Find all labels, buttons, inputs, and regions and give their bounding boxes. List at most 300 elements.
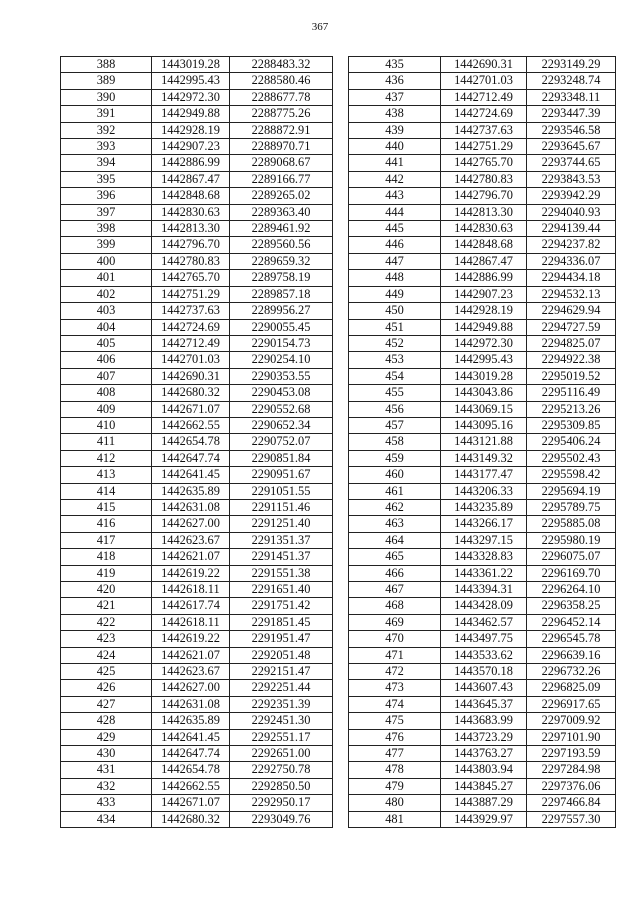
point-number-cell: 396 bbox=[61, 188, 152, 204]
x-coordinate-cell: 1442907.23 bbox=[441, 286, 527, 302]
x-coordinate-cell: 1442712.49 bbox=[152, 335, 230, 351]
x-coordinate-cell: 1442631.08 bbox=[152, 696, 230, 712]
y-coordinate-cell: 2294434.18 bbox=[527, 270, 616, 286]
table-row bbox=[61, 106, 333, 122]
point-number-cell: 471 bbox=[349, 647, 441, 663]
y-coordinate-cell: 2293546.58 bbox=[527, 122, 616, 138]
x-coordinate-cell: 1443723.29 bbox=[441, 729, 527, 745]
point-number-cell: 447 bbox=[349, 253, 441, 269]
point-number-cell: 466 bbox=[349, 565, 441, 581]
y-coordinate-cell: 2289758.19 bbox=[230, 270, 333, 286]
table-row bbox=[349, 614, 616, 630]
point-number-cell: 388 bbox=[61, 57, 152, 73]
y-coordinate-cell: 2295213.26 bbox=[527, 401, 616, 417]
point-number-cell: 455 bbox=[349, 385, 441, 401]
point-number-cell: 420 bbox=[61, 582, 152, 598]
x-coordinate-cell: 1442635.89 bbox=[152, 713, 230, 729]
table-row bbox=[349, 631, 616, 647]
x-coordinate-cell: 1442972.30 bbox=[152, 89, 230, 105]
table-row bbox=[349, 335, 616, 351]
point-number-cell: 456 bbox=[349, 401, 441, 417]
x-coordinate-cell: 1442737.63 bbox=[441, 122, 527, 138]
table-row bbox=[349, 352, 616, 368]
coordinates-table-right bbox=[348, 56, 616, 828]
point-number-cell: 433 bbox=[61, 795, 152, 811]
table-row bbox=[349, 696, 616, 712]
x-coordinate-cell: 1442641.45 bbox=[152, 467, 230, 483]
x-coordinate-cell: 1442848.68 bbox=[441, 237, 527, 253]
y-coordinate-cell: 2294629.94 bbox=[527, 303, 616, 319]
point-number-cell: 481 bbox=[349, 811, 441, 827]
point-number-cell: 391 bbox=[61, 106, 152, 122]
y-coordinate-cell: 2295980.19 bbox=[527, 532, 616, 548]
point-number-cell: 413 bbox=[61, 467, 152, 483]
table-row bbox=[349, 664, 616, 680]
point-number-cell: 461 bbox=[349, 483, 441, 499]
table-row bbox=[349, 270, 616, 286]
y-coordinate-cell: 2295598.42 bbox=[527, 467, 616, 483]
table-row bbox=[61, 188, 333, 204]
x-coordinate-cell: 1442780.83 bbox=[152, 253, 230, 269]
table-row bbox=[61, 335, 333, 351]
point-number-cell: 400 bbox=[61, 253, 152, 269]
point-number-cell: 432 bbox=[61, 778, 152, 794]
x-coordinate-cell: 1442813.30 bbox=[441, 204, 527, 220]
table-row bbox=[61, 286, 333, 302]
y-coordinate-cell: 2293744.65 bbox=[527, 155, 616, 171]
x-coordinate-cell: 1443095.16 bbox=[441, 417, 527, 433]
x-coordinate-cell: 1442690.31 bbox=[441, 57, 527, 73]
x-coordinate-cell: 1443887.29 bbox=[441, 795, 527, 811]
y-coordinate-cell: 2290851.84 bbox=[230, 450, 333, 466]
table-row bbox=[61, 417, 333, 433]
x-coordinate-cell: 1442618.11 bbox=[152, 614, 230, 630]
y-coordinate-cell: 2294237.82 bbox=[527, 237, 616, 253]
y-coordinate-cell: 2291351.37 bbox=[230, 532, 333, 548]
table-row bbox=[349, 450, 616, 466]
y-coordinate-cell: 2290254.10 bbox=[230, 352, 333, 368]
y-coordinate-cell: 2294727.59 bbox=[527, 319, 616, 335]
y-coordinate-cell: 2296358.25 bbox=[527, 598, 616, 614]
table-row bbox=[61, 582, 333, 598]
x-coordinate-cell: 1443266.17 bbox=[441, 516, 527, 532]
point-number-cell: 407 bbox=[61, 368, 152, 384]
x-coordinate-cell: 1442724.69 bbox=[441, 106, 527, 122]
table-row bbox=[61, 778, 333, 794]
y-coordinate-cell: 2297466.84 bbox=[527, 795, 616, 811]
y-coordinate-cell: 2296639.16 bbox=[527, 647, 616, 663]
table-row bbox=[349, 73, 616, 89]
point-number-cell: 445 bbox=[349, 221, 441, 237]
table-row bbox=[61, 499, 333, 515]
table-row bbox=[61, 73, 333, 89]
y-coordinate-cell: 2290951.67 bbox=[230, 467, 333, 483]
x-coordinate-cell: 1442751.29 bbox=[441, 139, 527, 155]
table-row bbox=[61, 680, 333, 696]
table-row bbox=[61, 532, 333, 548]
point-number-cell: 421 bbox=[61, 598, 152, 614]
table-row bbox=[61, 434, 333, 450]
y-coordinate-cell: 2289560.56 bbox=[230, 237, 333, 253]
x-coordinate-cell: 1442641.45 bbox=[152, 729, 230, 745]
y-coordinate-cell: 2289363.40 bbox=[230, 204, 333, 220]
y-coordinate-cell: 2288775.26 bbox=[230, 106, 333, 122]
table-row bbox=[349, 598, 616, 614]
table-row bbox=[349, 434, 616, 450]
point-number-cell: 431 bbox=[61, 762, 152, 778]
point-number-cell: 415 bbox=[61, 499, 152, 515]
table-row bbox=[61, 713, 333, 729]
table-row bbox=[61, 811, 333, 827]
point-number-cell: 460 bbox=[349, 467, 441, 483]
point-number-cell: 418 bbox=[61, 549, 152, 565]
y-coordinate-cell: 2290552.68 bbox=[230, 401, 333, 417]
y-coordinate-cell: 2289461.92 bbox=[230, 221, 333, 237]
coordinates-table-left bbox=[60, 56, 333, 828]
x-coordinate-cell: 1442631.08 bbox=[152, 499, 230, 515]
y-coordinate-cell: 2289068.67 bbox=[230, 155, 333, 171]
y-coordinate-cell: 2295406.24 bbox=[527, 434, 616, 450]
table-row bbox=[349, 762, 616, 778]
point-number-cell: 468 bbox=[349, 598, 441, 614]
y-coordinate-cell: 2290752.07 bbox=[230, 434, 333, 450]
y-coordinate-cell: 2291751.42 bbox=[230, 598, 333, 614]
x-coordinate-cell: 1442621.07 bbox=[152, 549, 230, 565]
y-coordinate-cell: 2292950.17 bbox=[230, 795, 333, 811]
x-coordinate-cell: 1443929.97 bbox=[441, 811, 527, 827]
table-row bbox=[349, 483, 616, 499]
y-coordinate-cell: 2291151.46 bbox=[230, 499, 333, 515]
point-number-cell: 392 bbox=[61, 122, 152, 138]
y-coordinate-cell: 2291851.45 bbox=[230, 614, 333, 630]
point-number-cell: 414 bbox=[61, 483, 152, 499]
x-coordinate-cell: 1442886.99 bbox=[152, 155, 230, 171]
x-coordinate-cell: 1443462.57 bbox=[441, 614, 527, 630]
y-coordinate-cell: 2290353.55 bbox=[230, 368, 333, 384]
table-row bbox=[349, 139, 616, 155]
table-row bbox=[349, 221, 616, 237]
point-number-cell: 397 bbox=[61, 204, 152, 220]
y-coordinate-cell: 2297284.98 bbox=[527, 762, 616, 778]
point-number-cell: 465 bbox=[349, 549, 441, 565]
y-coordinate-cell: 2293248.74 bbox=[527, 73, 616, 89]
point-number-cell: 452 bbox=[349, 335, 441, 351]
table-row bbox=[61, 696, 333, 712]
point-number-cell: 473 bbox=[349, 680, 441, 696]
y-coordinate-cell: 2295309.85 bbox=[527, 417, 616, 433]
y-coordinate-cell: 2291051.55 bbox=[230, 483, 333, 499]
point-number-cell: 475 bbox=[349, 713, 441, 729]
point-number-cell: 390 bbox=[61, 89, 152, 105]
x-coordinate-cell: 1442680.32 bbox=[152, 811, 230, 827]
table-row bbox=[349, 106, 616, 122]
table-row bbox=[61, 171, 333, 187]
table-row bbox=[61, 450, 333, 466]
point-number-cell: 462 bbox=[349, 499, 441, 515]
y-coordinate-cell: 2295502.43 bbox=[527, 450, 616, 466]
point-number-cell: 434 bbox=[61, 811, 152, 827]
point-number-cell: 402 bbox=[61, 286, 152, 302]
table-row bbox=[349, 746, 616, 762]
point-number-cell: 470 bbox=[349, 631, 441, 647]
point-number-cell: 446 bbox=[349, 237, 441, 253]
page-number: 367 bbox=[311, 21, 329, 33]
y-coordinate-cell: 2290453.08 bbox=[230, 385, 333, 401]
y-coordinate-cell: 2291651.40 bbox=[230, 582, 333, 598]
y-coordinate-cell: 2293149.29 bbox=[527, 57, 616, 73]
y-coordinate-cell: 2288872.91 bbox=[230, 122, 333, 138]
y-coordinate-cell: 2295019.52 bbox=[527, 368, 616, 384]
point-number-cell: 409 bbox=[61, 401, 152, 417]
y-coordinate-cell: 2296545.78 bbox=[527, 631, 616, 647]
table-row bbox=[349, 729, 616, 745]
x-coordinate-cell: 1442972.30 bbox=[441, 335, 527, 351]
table-row bbox=[61, 598, 333, 614]
table-row bbox=[61, 565, 333, 581]
y-coordinate-cell: 2293447.39 bbox=[527, 106, 616, 122]
x-coordinate-cell: 1443149.32 bbox=[441, 450, 527, 466]
table-row bbox=[349, 319, 616, 335]
y-coordinate-cell: 2296452.14 bbox=[527, 614, 616, 630]
point-number-cell: 426 bbox=[61, 680, 152, 696]
point-number-cell: 398 bbox=[61, 221, 152, 237]
y-coordinate-cell: 2296264.10 bbox=[527, 582, 616, 598]
y-coordinate-cell: 2296825.09 bbox=[527, 680, 616, 696]
table-row bbox=[349, 253, 616, 269]
x-coordinate-cell: 1442617.74 bbox=[152, 598, 230, 614]
x-coordinate-cell: 1442619.22 bbox=[152, 631, 230, 647]
table-row bbox=[349, 171, 616, 187]
point-number-cell: 394 bbox=[61, 155, 152, 171]
y-coordinate-cell: 2293348.11 bbox=[527, 89, 616, 105]
y-coordinate-cell: 2292051.48 bbox=[230, 647, 333, 663]
table-row bbox=[349, 516, 616, 532]
x-coordinate-cell: 1443645.37 bbox=[441, 696, 527, 712]
x-coordinate-cell: 1443845.27 bbox=[441, 778, 527, 794]
x-coordinate-cell: 1442867.47 bbox=[152, 171, 230, 187]
point-number-cell: 404 bbox=[61, 319, 152, 335]
x-coordinate-cell: 1443235.89 bbox=[441, 499, 527, 515]
point-number-cell: 393 bbox=[61, 139, 152, 155]
point-number-cell: 401 bbox=[61, 270, 152, 286]
x-coordinate-cell: 1443803.94 bbox=[441, 762, 527, 778]
point-number-cell: 411 bbox=[61, 434, 152, 450]
point-number-cell: 451 bbox=[349, 319, 441, 335]
point-number-cell: 480 bbox=[349, 795, 441, 811]
x-coordinate-cell: 1442830.63 bbox=[441, 221, 527, 237]
y-coordinate-cell: 2294922.38 bbox=[527, 352, 616, 368]
point-number-cell: 405 bbox=[61, 335, 152, 351]
point-number-cell: 406 bbox=[61, 352, 152, 368]
y-coordinate-cell: 2294532.13 bbox=[527, 286, 616, 302]
y-coordinate-cell: 2291951.47 bbox=[230, 631, 333, 647]
x-coordinate-cell: 1442671.07 bbox=[152, 401, 230, 417]
table-row bbox=[349, 188, 616, 204]
point-number-cell: 463 bbox=[349, 516, 441, 532]
table-row bbox=[349, 549, 616, 565]
table-row bbox=[61, 303, 333, 319]
point-number-cell: 459 bbox=[349, 450, 441, 466]
table-row bbox=[349, 237, 616, 253]
table-row bbox=[349, 385, 616, 401]
x-coordinate-cell: 1443177.47 bbox=[441, 467, 527, 483]
y-coordinate-cell: 2292850.50 bbox=[230, 778, 333, 794]
table-row bbox=[349, 57, 616, 73]
y-coordinate-cell: 2296075.07 bbox=[527, 549, 616, 565]
point-number-cell: 472 bbox=[349, 664, 441, 680]
x-coordinate-cell: 1442647.74 bbox=[152, 746, 230, 762]
x-coordinate-cell: 1442867.47 bbox=[441, 253, 527, 269]
point-number-cell: 438 bbox=[349, 106, 441, 122]
point-number-cell: 389 bbox=[61, 73, 152, 89]
point-number-cell: 435 bbox=[349, 57, 441, 73]
point-number-cell: 403 bbox=[61, 303, 152, 319]
table-row bbox=[349, 155, 616, 171]
x-coordinate-cell: 1442701.03 bbox=[152, 352, 230, 368]
point-number-cell: 410 bbox=[61, 417, 152, 433]
point-number-cell: 419 bbox=[61, 565, 152, 581]
x-coordinate-cell: 1442724.69 bbox=[152, 319, 230, 335]
table-row bbox=[349, 795, 616, 811]
x-coordinate-cell: 1443019.28 bbox=[441, 368, 527, 384]
x-coordinate-cell: 1442949.88 bbox=[441, 319, 527, 335]
point-number-cell: 408 bbox=[61, 385, 152, 401]
x-coordinate-cell: 1442995.43 bbox=[152, 73, 230, 89]
y-coordinate-cell: 2292551.17 bbox=[230, 729, 333, 745]
x-coordinate-cell: 1442654.78 bbox=[152, 762, 230, 778]
point-number-cell: 478 bbox=[349, 762, 441, 778]
table-row bbox=[61, 253, 333, 269]
x-coordinate-cell: 1443019.28 bbox=[152, 57, 230, 73]
point-number-cell: 442 bbox=[349, 171, 441, 187]
point-number-cell: 428 bbox=[61, 713, 152, 729]
point-number-cell: 423 bbox=[61, 631, 152, 647]
table-row bbox=[61, 614, 333, 630]
x-coordinate-cell: 1442671.07 bbox=[152, 795, 230, 811]
x-coordinate-cell: 1442886.99 bbox=[441, 270, 527, 286]
x-coordinate-cell: 1442928.19 bbox=[152, 122, 230, 138]
y-coordinate-cell: 2294139.44 bbox=[527, 221, 616, 237]
x-coordinate-cell: 1442662.55 bbox=[152, 417, 230, 433]
table-row bbox=[61, 795, 333, 811]
y-coordinate-cell: 2295789.75 bbox=[527, 499, 616, 515]
point-number-cell: 479 bbox=[349, 778, 441, 794]
point-number-cell: 416 bbox=[61, 516, 152, 532]
x-coordinate-cell: 1442623.67 bbox=[152, 532, 230, 548]
y-coordinate-cell: 2293645.67 bbox=[527, 139, 616, 155]
x-coordinate-cell: 1443328.83 bbox=[441, 549, 527, 565]
table-row bbox=[61, 352, 333, 368]
point-number-cell: 469 bbox=[349, 614, 441, 630]
table-row bbox=[61, 221, 333, 237]
y-coordinate-cell: 2290154.73 bbox=[230, 335, 333, 351]
point-number-cell: 450 bbox=[349, 303, 441, 319]
table-row bbox=[61, 270, 333, 286]
y-coordinate-cell: 2293843.53 bbox=[527, 171, 616, 187]
x-coordinate-cell: 1442830.63 bbox=[152, 204, 230, 220]
x-coordinate-cell: 1443497.75 bbox=[441, 631, 527, 647]
y-coordinate-cell: 2296732.26 bbox=[527, 664, 616, 680]
table-row bbox=[349, 532, 616, 548]
y-coordinate-cell: 2297376.06 bbox=[527, 778, 616, 794]
table-row bbox=[61, 122, 333, 138]
y-coordinate-cell: 2294040.93 bbox=[527, 204, 616, 220]
point-number-cell: 430 bbox=[61, 746, 152, 762]
y-coordinate-cell: 2297193.59 bbox=[527, 746, 616, 762]
table-row bbox=[349, 303, 616, 319]
point-number-cell: 476 bbox=[349, 729, 441, 745]
table-row bbox=[61, 483, 333, 499]
x-coordinate-cell: 1442751.29 bbox=[152, 286, 230, 302]
x-coordinate-cell: 1443763.27 bbox=[441, 746, 527, 762]
point-number-cell: 422 bbox=[61, 614, 152, 630]
point-number-cell: 453 bbox=[349, 352, 441, 368]
y-coordinate-cell: 2290652.34 bbox=[230, 417, 333, 433]
x-coordinate-cell: 1442796.70 bbox=[152, 237, 230, 253]
table-row bbox=[61, 89, 333, 105]
x-coordinate-cell: 1443570.18 bbox=[441, 664, 527, 680]
point-number-cell: 437 bbox=[349, 89, 441, 105]
x-coordinate-cell: 1442848.68 bbox=[152, 188, 230, 204]
table-row bbox=[61, 385, 333, 401]
x-coordinate-cell: 1442796.70 bbox=[441, 188, 527, 204]
table-row bbox=[349, 565, 616, 581]
point-number-cell: 464 bbox=[349, 532, 441, 548]
point-number-cell: 477 bbox=[349, 746, 441, 762]
table-row bbox=[61, 729, 333, 745]
point-number-cell: 425 bbox=[61, 664, 152, 680]
point-number-cell: 444 bbox=[349, 204, 441, 220]
y-coordinate-cell: 2292351.39 bbox=[230, 696, 333, 712]
table-row bbox=[61, 631, 333, 647]
y-coordinate-cell: 2288580.46 bbox=[230, 73, 333, 89]
y-coordinate-cell: 2292251.44 bbox=[230, 680, 333, 696]
table-row bbox=[349, 467, 616, 483]
point-number-cell: 412 bbox=[61, 450, 152, 466]
table-row bbox=[349, 499, 616, 515]
x-coordinate-cell: 1442654.78 bbox=[152, 434, 230, 450]
y-coordinate-cell: 2294336.07 bbox=[527, 253, 616, 269]
table-row bbox=[349, 417, 616, 433]
table-row bbox=[349, 647, 616, 663]
y-coordinate-cell: 2289166.77 bbox=[230, 171, 333, 187]
x-coordinate-cell: 1443683.99 bbox=[441, 713, 527, 729]
y-coordinate-cell: 2288677.78 bbox=[230, 89, 333, 105]
x-coordinate-cell: 1443428.09 bbox=[441, 598, 527, 614]
x-coordinate-cell: 1442662.55 bbox=[152, 778, 230, 794]
table-row bbox=[61, 762, 333, 778]
table-row bbox=[349, 286, 616, 302]
x-coordinate-cell: 1442680.32 bbox=[152, 385, 230, 401]
y-coordinate-cell: 2291551.38 bbox=[230, 565, 333, 581]
y-coordinate-cell: 2288483.32 bbox=[230, 57, 333, 73]
x-coordinate-cell: 1443069.15 bbox=[441, 401, 527, 417]
table-row bbox=[61, 647, 333, 663]
point-number-cell: 427 bbox=[61, 696, 152, 712]
point-number-cell: 443 bbox=[349, 188, 441, 204]
table-row bbox=[349, 680, 616, 696]
table-row bbox=[349, 401, 616, 417]
x-coordinate-cell: 1442623.67 bbox=[152, 664, 230, 680]
point-number-cell: 439 bbox=[349, 122, 441, 138]
point-number-cell: 417 bbox=[61, 532, 152, 548]
y-coordinate-cell: 2292651.00 bbox=[230, 746, 333, 762]
y-coordinate-cell: 2295116.49 bbox=[527, 385, 616, 401]
point-number-cell: 474 bbox=[349, 696, 441, 712]
x-coordinate-cell: 1442647.74 bbox=[152, 450, 230, 466]
x-coordinate-cell: 1443297.15 bbox=[441, 532, 527, 548]
table-row bbox=[61, 319, 333, 335]
